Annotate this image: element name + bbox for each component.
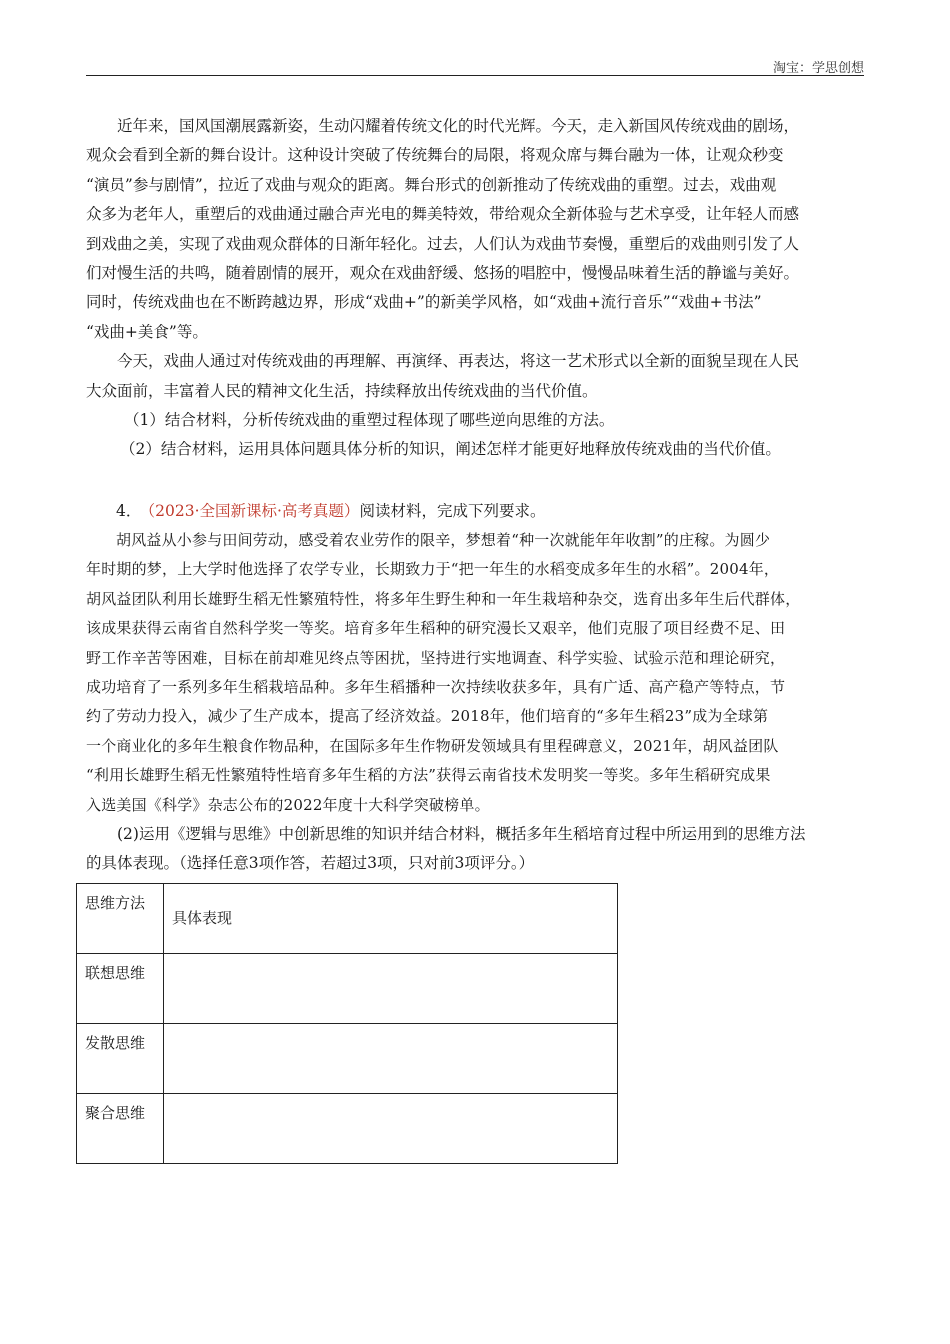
text-line: 大众面前，丰富着人民的精神文化生活，持续释放出传统戏曲的当代价值。 [86, 381, 598, 400]
section4-paragraph [86, 526, 866, 820]
text-line: 们对慢生活的共鸣，随着剧情的展开，观众在戏曲舒缓、悠扬的唱腔中，慢慢品味着生活的静谧与美好。 [86, 264, 800, 283]
method-cell: 联想思维 [77, 953, 164, 1023]
method-cell: 聚合思维 [77, 1093, 164, 1163]
text-line: 该成果获得云南省自然科学奖一等奖。培育多年生稻种的研究漫长又艰辛，他们克服了项目经费不足、田 [86, 619, 786, 638]
text-line: 约了劳动力投入，减少了生产成本，提高了经济效益。2018年，他们培育的“多年生稻23”成为全球第 [86, 707, 769, 726]
text-line: 今天，戏曲人通过对传统戏曲的再理解、再演绎、再表达，将这一艺术形式以全新的面貌呈现在人民 [117, 352, 800, 371]
text-line: 入选美国《科学》杂志公布的2022年度十大科学突破榜单。 [86, 795, 490, 814]
text-line: 观众会看到全新的舞台设计。这种设计突破了传统舞台的局限，将观众席与舞台融为一体，让观众秒变 [86, 146, 784, 165]
answer-cell[interactable] [164, 1093, 618, 1163]
instruction: 阅读材料，完成下列要求。 [359, 501, 546, 520]
text-line: “戏曲+美食”等。 [86, 322, 208, 341]
text-line: 的具体表现。（选择任意3项作答，若超过3项，只对前3项评分。） [86, 854, 535, 873]
answer-cell[interactable] [164, 1023, 618, 1093]
method-cell: 发散思维 [77, 1023, 164, 1093]
exam-source: （2023·全国新课标·高考真题） [147, 501, 360, 520]
table-row [77, 953, 618, 1023]
table-header-detail: 具体表现 [164, 883, 618, 953]
table-row [77, 1093, 618, 1163]
section4-title [86, 497, 866, 526]
table-header-row [77, 883, 618, 953]
header-rule [86, 75, 864, 76]
table-row [77, 1023, 618, 1093]
question-2: （2）结合材料，运用具体问题具体分析的知识，阐述怎样才能更好地释放传统戏曲的当代价值。 [120, 440, 781, 459]
text-line: “演员”参与剧情”，拉近了戏曲与观众的距离。舞台形式的创新推动了传统戏曲的重塑。过去，戏曲观 [86, 175, 777, 194]
question-1: （1）结合材料，分析传统戏曲的重塑过程体现了哪些逆向思维的方法。 [124, 411, 615, 430]
text-line: 胡风益从小参与田间劳动，感受着农业劳作的限辛，梦想着“种一次就能年年收割”的庄稼。为圆少 [116, 530, 771, 549]
text-line: “利用长雄野生稻无性繁殖特性培育多年生稻的方法”获得云南省技术发明奖一等奖。多年生稻研究成果 [86, 766, 771, 785]
task-text [86, 820, 866, 879]
passage1-paragraph1 [86, 112, 866, 347]
text-line: 年时期的梦，上大学时他选择了农学专业，长期致力于“把一年生的水稻变成多年生的水稻”。2004年， [86, 560, 780, 579]
answer-cell[interactable] [164, 953, 618, 1023]
text-line: 野工作辛苦等困难，目标在前却难见终点等困扰，坚持进行实地调查、科学实验、试验示范和理论研究， [86, 648, 786, 667]
document-body [86, 112, 866, 1164]
passage1-paragraph2 [86, 347, 866, 406]
text-line: 同时，传统戏曲也在不断跨越边界，形成“戏曲+”的新美学风格，如“戏曲+流行音乐”“戏曲+书法” [86, 293, 762, 312]
question-number: 4． [116, 501, 142, 520]
text-line: 一个商业化的多年生粮食作物品种，在国际多年生作物研发领域具有里程碑意义，2021年，胡风益团队 [86, 736, 779, 755]
answer-table [76, 883, 618, 1164]
text-line: 成功培育了一系列多年生稻栽培品种。多年生稻播种一次持续收获多年，具有广适、高产稳产等特点，节 [86, 677, 786, 696]
header-text: 淘宝：学思创想 [772, 61, 864, 76]
text-line: 胡风益团队利用长雄野生稻无性繁殖特性，将多年生野生种和一年生栽培种杂交，选育出多年生后代群体， [86, 589, 801, 608]
table-header-method: 思维方法 [77, 883, 164, 953]
text-line: 近年来，国风国潮展露新姿，生动闪耀着传统文化的时代光辉。今天，走入新国风传统戏曲的剧场， [117, 117, 800, 135]
text-line: (2)运用《逻辑与思维》中创新思维的知识并结合材料，概括多年生稻培育过程中所运用到的思维方法 [117, 824, 806, 843]
text-line: 众多为老年人，重塑后的戏曲通过融合声光电的舞美特效，带给观众全新体验与艺术享受，让年轻人而感 [86, 205, 800, 224]
text-line: 到戏曲之美，实现了戏曲观众群体的日渐年轻化。过去，人们认为戏曲节奏慢，重塑后的戏曲则引发了人 [86, 234, 800, 253]
